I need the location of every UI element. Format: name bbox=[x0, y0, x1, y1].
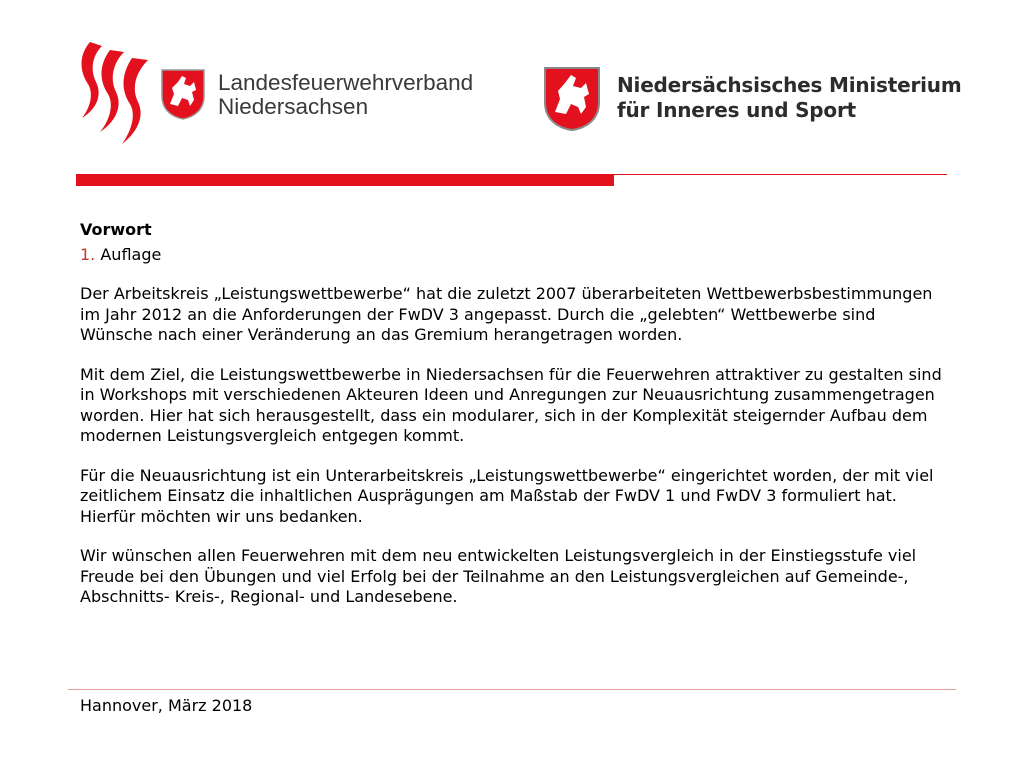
lfv-logo bbox=[78, 38, 498, 150]
edition-number: 1. bbox=[80, 244, 96, 264]
horse-crest-icon bbox=[160, 68, 206, 120]
ministry-logo bbox=[543, 66, 962, 136]
ministry-name bbox=[617, 73, 961, 123]
org-name-line1: Landesfeuerwehrverband bbox=[218, 70, 474, 95]
page-title: Vorwort bbox=[80, 220, 152, 239]
paragraph-1: Der Arbeitskreis „Leistungswettbewerbe“ hat die zuletzt 2007 überarbeiteten Wettbewerbsbestimmungen im Jahr 2012 an die Anforderungen der FwDV 3 angepasst. Durch die „gelebten“ Wettbewerbe sind Wünsche nach einer Veränderung an das Gremium herangetragen worden. bbox=[80, 284, 933, 344]
ministry-name-line2: für Inneres und Sport bbox=[617, 98, 856, 122]
org-name bbox=[218, 71, 473, 119]
flame-logo-icon bbox=[78, 38, 158, 150]
place-date: Hannover, März 2018 bbox=[80, 696, 253, 715]
paragraph-2: Mit dem Ziel, die Leistungswettbewerbe in Niedersachsen für die Feuerwehren attraktiver zu gestalten sind in Workshops mit verschiedenen Akteuren Ideen und Anregungen zur Neuausrichtung zusammengetragen worden. Hier hat sich herausgestellt, dass ein modularer, sich in der Komplexität steigernder Aufbau dem modernen Leistungsvergleich entgegen kommt. bbox=[80, 364, 942, 445]
edition-line bbox=[80, 245, 950, 266]
header-divider bbox=[614, 174, 947, 175]
ministry-name-line1: Niedersächsisches Ministerium bbox=[617, 73, 962, 97]
foreword-content bbox=[80, 220, 950, 608]
footer-divider bbox=[68, 689, 956, 690]
paragraph-4: Wir wünschen allen Feuerwehren mit dem neu entwickelten Leistungsvergleich in der Einstiegsstufe viel Freude bei den Übungen und viel Erfolg bei der Teilnahme an den Leistungsvergleichen auf Gemeinde-, Abschnitts- Kreis-, Regional- und Landesebene. bbox=[80, 546, 917, 606]
horse-crest-icon bbox=[543, 66, 601, 132]
edition-label: Auflage bbox=[100, 244, 162, 264]
org-name-line2: Niedersachsen bbox=[218, 94, 369, 119]
header-red-bar bbox=[76, 174, 614, 186]
paragraph-3: Für die Neuausrichtung ist ein Unterarbeitskreis „Leistungswettbewerbe“ eingerichtet worden, der mit viel zeitlichem Einsatz die inhaltlichen Ausprägungen am Maßstab der FwDV 1 und FwDV 3 formuliert hat. Hierfür möchten wir uns bedanken. bbox=[80, 465, 934, 526]
